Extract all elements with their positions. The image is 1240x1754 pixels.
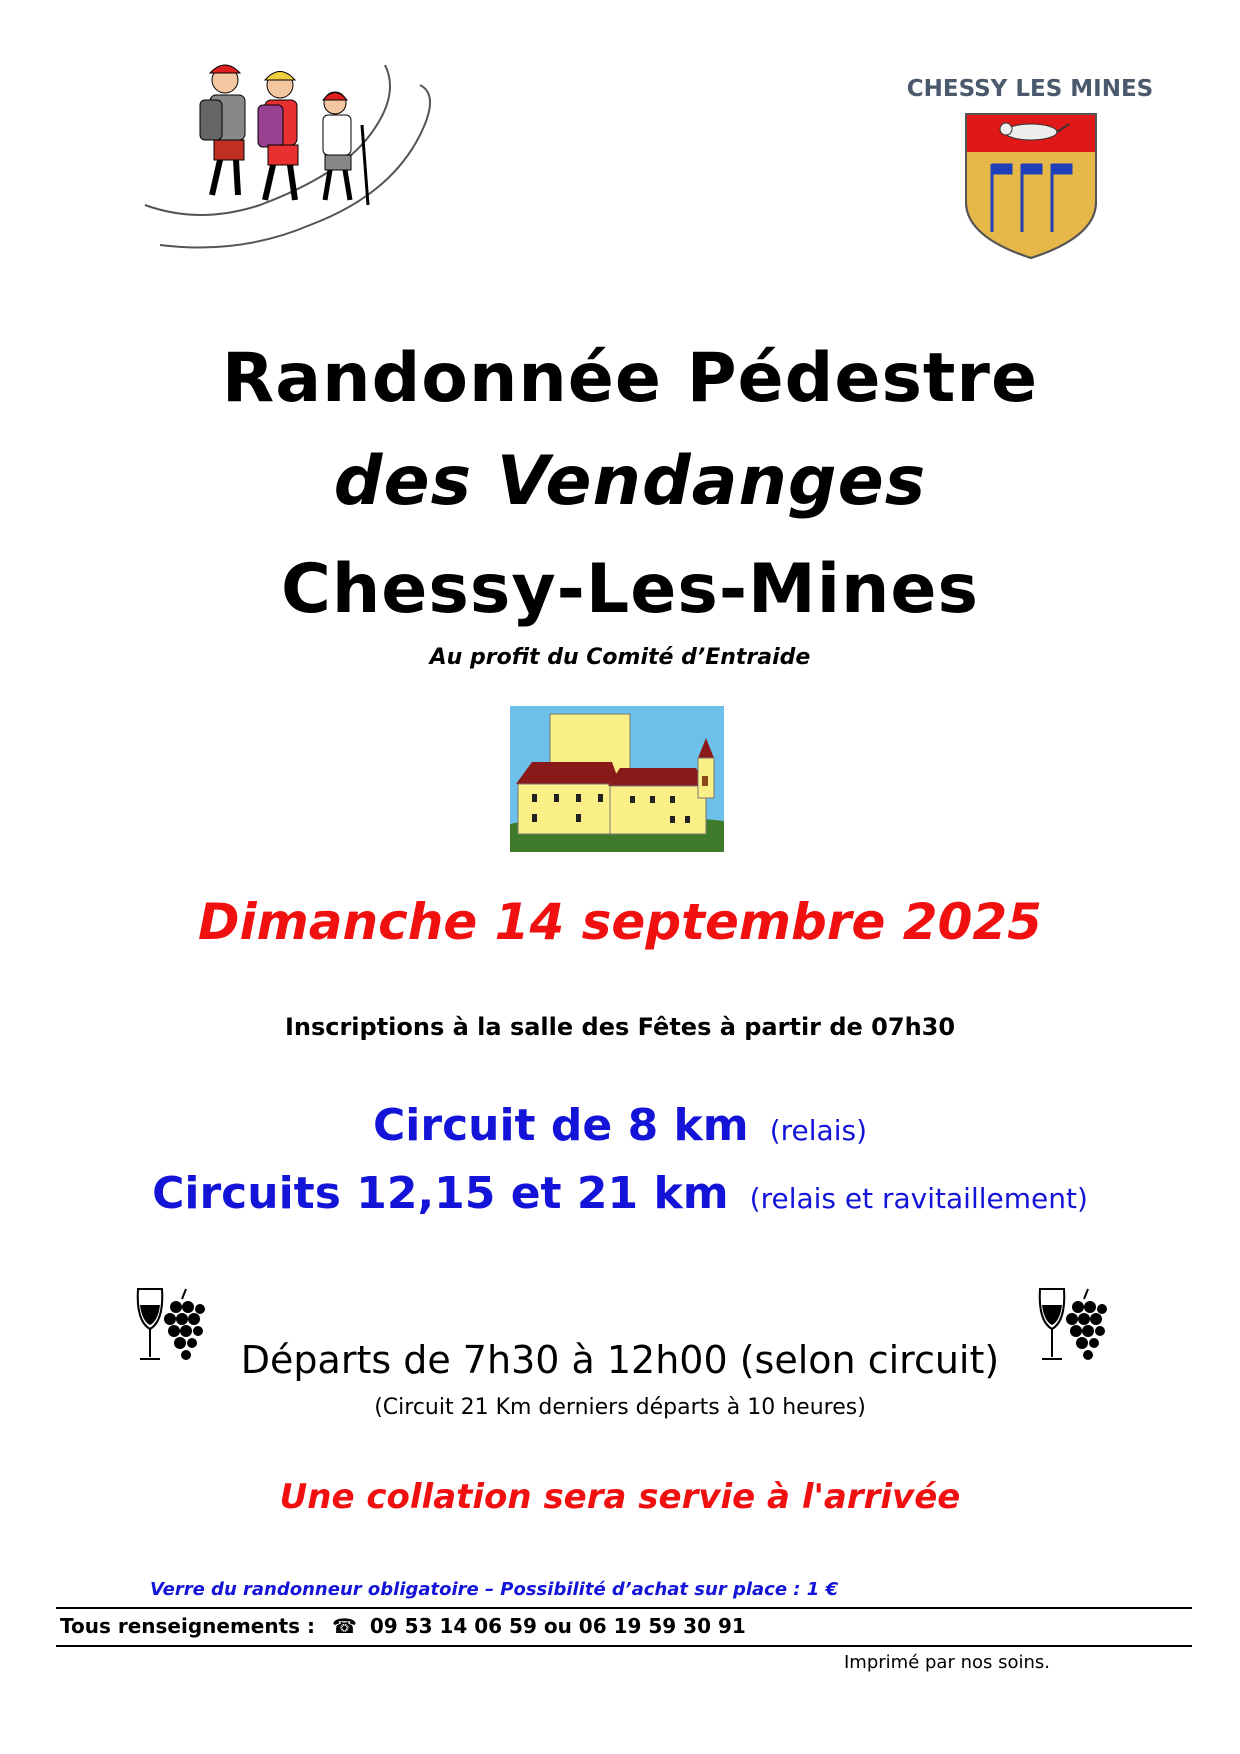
departs-text: Départs de 7h30 à 12h00 (selon circuit) bbox=[240, 1338, 1000, 1382]
footer-bottom-rule bbox=[56, 1645, 1192, 1647]
title-line-3: Chessy-Les-Mines bbox=[280, 550, 980, 629]
footer-top-rule bbox=[56, 1607, 1192, 1609]
event-date: Dimanche 14 septembre 2025 bbox=[198, 893, 1042, 951]
village-name: CHESSY LES MINES bbox=[906, 76, 1154, 102]
circuit-1-note: (relais) bbox=[769, 1114, 867, 1147]
castle-illustration bbox=[510, 706, 724, 852]
circuit-line-2 bbox=[0, 1168, 1240, 1219]
subtitle: Au profit du Comité d’Entraide bbox=[429, 645, 811, 670]
circuit-1-label: Circuit de 8 km bbox=[373, 1100, 749, 1151]
coat-of-arms-icon bbox=[964, 112, 1098, 260]
circuit-2-label: Circuits 12,15 et 21 km bbox=[152, 1168, 729, 1219]
hikers-illustration bbox=[140, 55, 440, 255]
phone-icon: ☎ bbox=[331, 1614, 357, 1638]
collation-text: Une collation sera servie à l'arrivée bbox=[279, 1477, 961, 1517]
inscriptions-text: Inscriptions à la salle des Fêtes à partir de 07h30 bbox=[284, 1013, 956, 1041]
title-line-2: des Vendanges bbox=[333, 442, 927, 521]
renseignements-label: Tous renseignements : bbox=[60, 1614, 316, 1638]
renseignements-line bbox=[60, 1614, 746, 1638]
departs-note: (Circuit 21 Km derniers départs à 10 heures) bbox=[374, 1395, 866, 1420]
verre-notice: Verre du randonneur obligatoire – Possibilité d’achat sur place : 1 € bbox=[150, 1579, 839, 1600]
printed-note: Imprimé par nos soins. bbox=[844, 1652, 1050, 1673]
circuit-line-1 bbox=[0, 1100, 1240, 1151]
title-line-1: Randonnée Pédestre bbox=[221, 339, 1039, 418]
circuit-2-note: (relais et ravitaillement) bbox=[749, 1182, 1088, 1215]
phone-numbers: 09 53 14 06 59 ou 06 19 59 30 91 bbox=[369, 1614, 746, 1638]
